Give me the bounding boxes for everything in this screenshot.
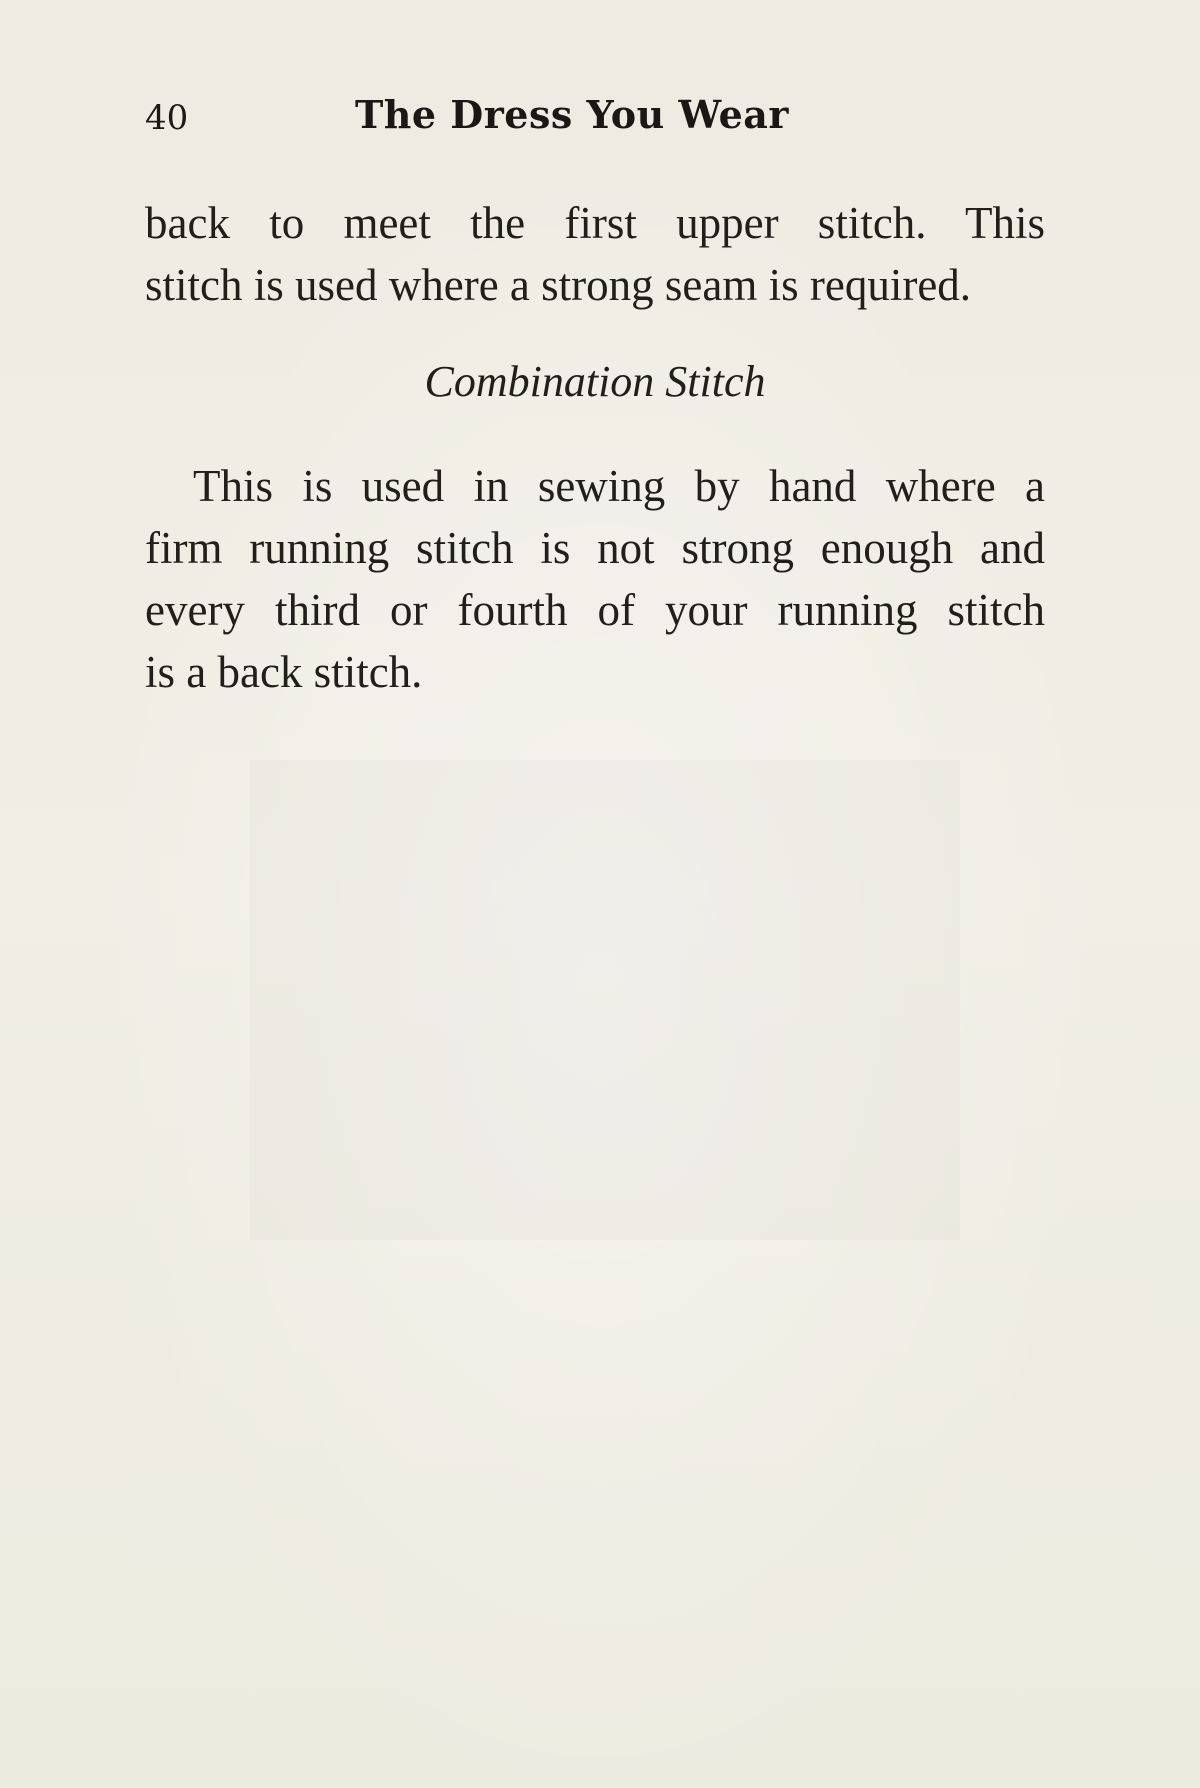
text-line: is a back stitch. bbox=[145, 647, 423, 697]
text-line: stitch is used where a strong seam is required. bbox=[145, 260, 972, 310]
paragraph-combination-stitch bbox=[145, 455, 1045, 703]
section-heading: Combination Stitch bbox=[424, 357, 766, 406]
paragraph-continuation bbox=[145, 192, 1045, 316]
page-header bbox=[145, 92, 1045, 152]
text-line: back to meet the first upper stitch. This bbox=[145, 198, 1045, 248]
text-line: every third or fourth of your running stitch bbox=[145, 585, 1045, 635]
running-title: The Dress You Wear bbox=[355, 92, 789, 137]
page-number: 40 bbox=[145, 98, 189, 138]
text-line: This is used in sewing by hand where a bbox=[193, 461, 1045, 511]
show-through-shadow bbox=[250, 760, 960, 1240]
text-line: firm running stitch is not strong enough and bbox=[145, 523, 1045, 573]
